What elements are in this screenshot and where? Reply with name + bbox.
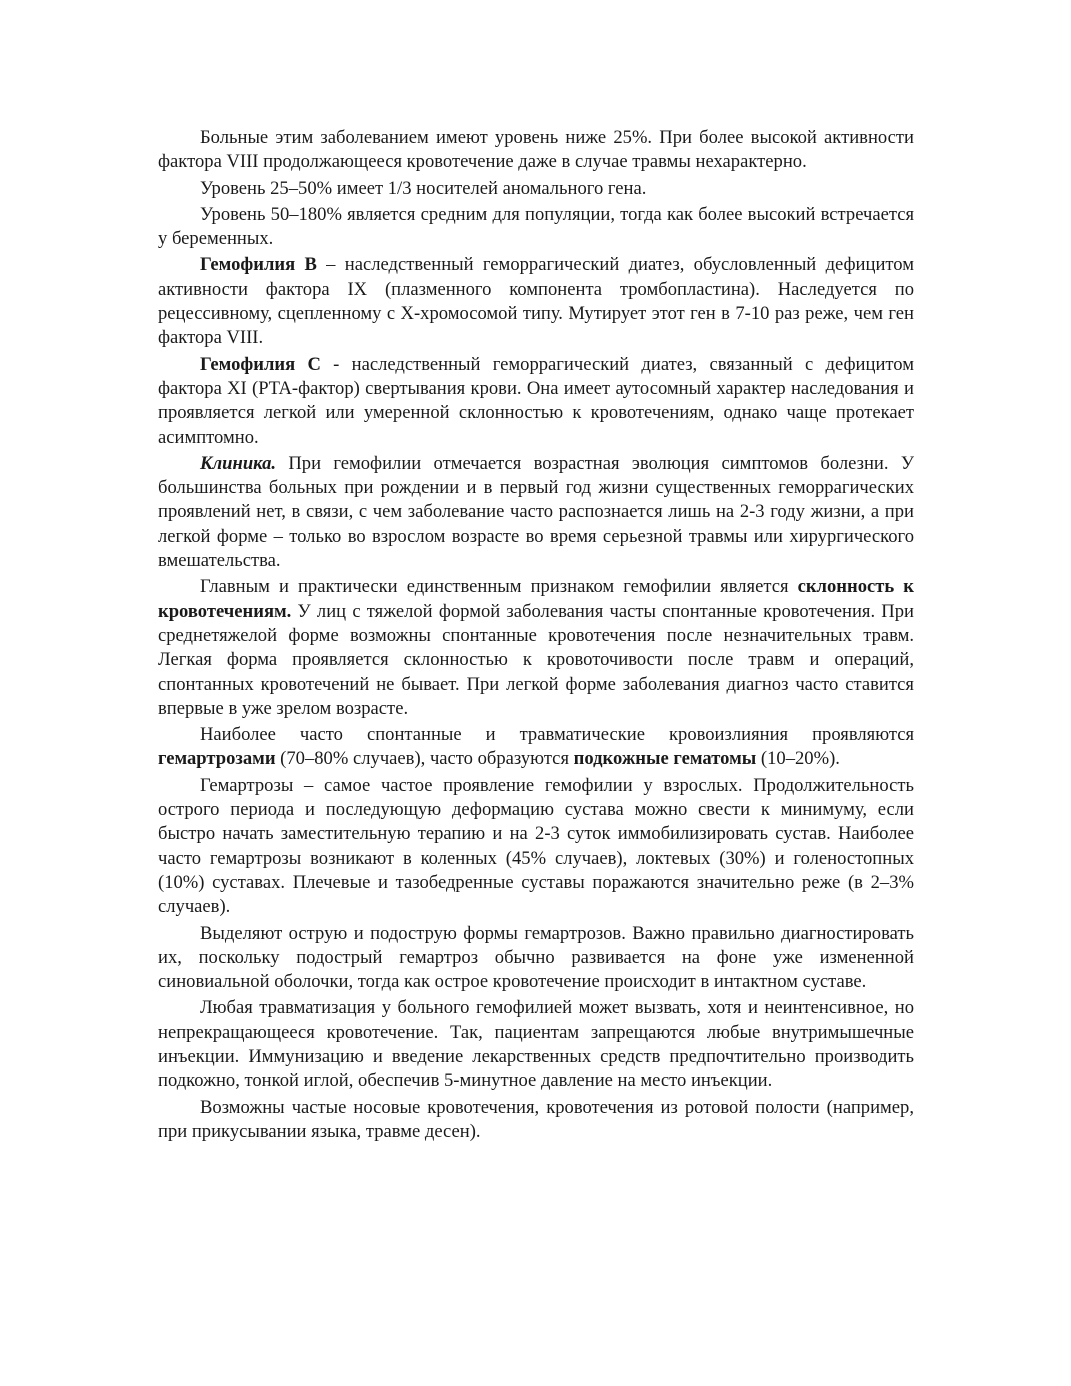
paragraph-text: Уровень 50–180% является средним для популяции, тогда как более высокий встречается у беременных. bbox=[158, 203, 914, 250]
paragraph-text: Любая травматизация у больного гемофилией может вызвать, хотя и неинтенсивное, но непрекращающееся кровотечение. Так, пациентам запрещаются любые внутримышечные инъекции. Иммунизацию и введение лекарственных средств предпочтительно производить подкожно, тонкой иглой, обеспечив 5-минутное давление на место инъекции. bbox=[158, 997, 914, 1092]
paragraph-low-factor-level bbox=[158, 126, 914, 175]
paragraph-hemorrhage-types bbox=[158, 723, 914, 772]
paragraph-text: - наследственный геморрагический диатез, связанный с дефицитом фактора XI (PTA-фактор) свертывания крови. Она имеет аутосомный характер наследования и проявляется легкой или умеренной склонностью к кровотечениям, однако чаще протекает асимптомно. bbox=[158, 353, 914, 448]
paragraph-text: Уровень 25–50% имеет 1/3 носителей аномального гена. bbox=[200, 177, 647, 199]
paragraph-text: Гемартрозы – самое частое проявление гемофилии у взрослых. Продолжительность острого периода и последующую деформацию сустава можно свести к минимуму, если быстро начать заместительную терапию и на 2-3 суток иммобилизировать сустав. Наиболее часто гемартрозы возникают в коленных (45% случаев), локтевых (30%) и голеностопных (10%) суставах. Плечевые и тазобедренные суставы поражаются значительно реже (в 2–3% случаев). bbox=[158, 774, 914, 918]
paragraph-text: Главным и практически единственным признаком гемофилии является bbox=[200, 576, 798, 598]
term-subcutaneous-hematomas: подкожные гематомы bbox=[573, 748, 757, 770]
paragraph-text: Больные этим заболеванием имеют уровень ниже 25%. При более высокой активности фактора VIII продолжающееся кровотечение даже в случае травмы нехарактерно. bbox=[158, 127, 914, 173]
paragraph-population-level bbox=[158, 203, 914, 252]
term-hemophilia-b: Гемофилия В bbox=[200, 254, 317, 276]
term-hemarthrosis: гемартрозами bbox=[158, 748, 276, 770]
paragraph-text: При гемофилии отмечается возрастная эволюция симптомов болезни. У большинства больных при рождении и в первый год жизни существенных геморрагических проявлений нет, в связи, с чем заболевание часто распознается лишь на 2-3 году жизни, а при легкой форме – только во взрослом возрасте во время серьезной травмы или хирургического вмешательства. bbox=[158, 452, 914, 572]
paragraph-clinic bbox=[158, 452, 914, 573]
paragraph-text: У лиц с тяжелой формой заболевания часты спонтанные кровотечения. При среднетяжелой форме возможны спонтанные кровотечения после незначительных травм. Легкая форма проявляется склонностью к кровоточивости после травм и операций, спонтанных кровотечений не бывает. При легкой форме заболевания диагноз часто ставится впервые в уже зрелом возрасте. bbox=[158, 600, 914, 719]
paragraph-text: Возможны частые носовые кровотечения, кровотечения из ротовой полости (например, при прикусывании языка, травме десен). bbox=[158, 1096, 914, 1142]
paragraph-text: Наиболее часто спонтанные и травматические кровоизлияния проявляются bbox=[200, 724, 914, 746]
paragraph-text: (10–20%). bbox=[756, 748, 840, 770]
paragraph-hemophilia-c bbox=[158, 353, 914, 450]
paragraph-trauma bbox=[158, 996, 914, 1093]
term-clinic: Клиника. bbox=[200, 452, 277, 474]
paragraph-text: – наследственный геморрагический диатез, обусловленный дефицитом активности фактора IX (плазменного компонента тромбопластина). Наследуется по рецессивному, сцепленному с Х-хромосомой типу. Мутирует этот ген в 7-10 раз реже, чем ген фактора VIII. bbox=[158, 254, 914, 349]
paragraph-main-sign bbox=[158, 575, 914, 721]
paragraph-hemophilia-b bbox=[158, 253, 914, 350]
paragraph-hemarthrosis bbox=[158, 774, 914, 920]
paragraph-hemarthrosis-forms bbox=[158, 922, 914, 995]
paragraph-nosebleeds bbox=[158, 1096, 914, 1145]
term-bleeding-tendency: склонность к кровотечениям. bbox=[158, 576, 915, 622]
paragraph-text: Выделяют острую и подострую формы гемартрозов. Важно правильно диагностировать их, поскольку подострый гемартроз обычно развивается на фоне уже измененной синовиальной оболочки, тогда как острое кровотечение происходит в интактном суставе. bbox=[158, 922, 914, 993]
paragraph-text: (70–80% случаев), часто образуются bbox=[275, 748, 574, 770]
paragraph-carriers-level bbox=[158, 177, 914, 201]
term-hemophilia-c: Гемофилия С bbox=[200, 353, 321, 375]
document-page bbox=[158, 126, 914, 1144]
